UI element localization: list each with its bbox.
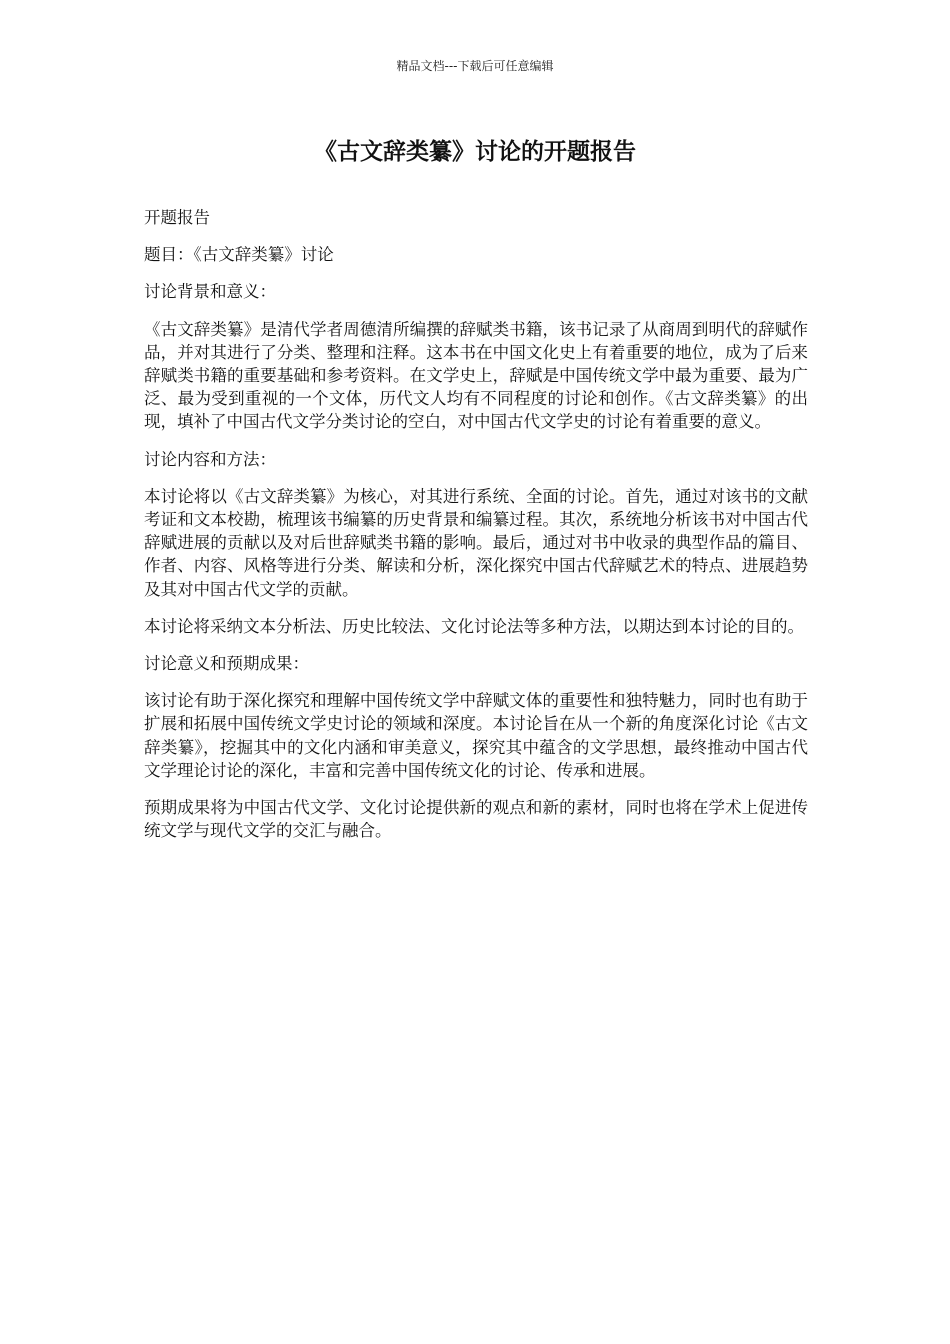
document-body bbox=[144, 206, 808, 856]
paragraph-expected-results: 预期成果将为中国古代文学、文化讨论提供新的观点和新的素材，同时也将在学术上促进传统文学与现代文学的交汇与融合。 bbox=[144, 798, 808, 841]
paragraph-background: 《古文辞类纂》是清代学者周德清所编撰的辞赋类书籍，该书记录了从商周到明代的辞赋作品，并对其进行了分类、整理和注释。这本书在中国文化史上有着重要的地位，成为了后来辞赋类书籍的重要基础和参考资料。在文学史上，辞赋是中国传统文学中最为重要、最为广泛、最为受到重视的一个文体，历代文人均有不同程度的讨论和创作。《古文辞类纂》的出现，填补了中国古代文学分类讨论的空白，对中国古代文学史的讨论有着重要的意义。 bbox=[144, 319, 808, 432]
section-label-report: 开题报告 bbox=[144, 208, 210, 227]
paragraph-content: 本讨论将以《古文辞类纂》为核心，对其进行系统、全面的讨论。首先，通过对该书的文献考证和文本校勘，梳理该书编纂的历史背景和编纂过程。其次，系统地分析该书对中国古代辞赋进展的贡献以及对后世辞赋类书籍的影响。最后，通过对书中收录的典型作品的篇目、作者、内容、风格等进行分类、解读和分析，深化探究中国古代辞赋艺术的特点、进展趋势及其对中国古代文学的贡献。 bbox=[144, 486, 808, 599]
paragraph-method: 本讨论将采纳文本分析法、历史比较法、文化讨论法等多种方法，以期达到本讨论的目的。 bbox=[144, 616, 804, 636]
section-heading-content-method: 讨论内容和方法： bbox=[144, 449, 276, 469]
paragraph-significance: 该讨论有助于深化探究和理解中国传统文学中辞赋文体的重要性和独特魅力，同时也有助于扩展和拓展中国传统文学史讨论的领域和深度。本讨论旨在从一个新的角度深化讨论《古文辞类纂》，挖掘其中的文化内涵和审美意义，探究其中蕴含的文学思想，最终推动中国古代文学理论讨论的深化，丰富和完善中国传统文化的讨论、传承和进展。 bbox=[144, 691, 808, 780]
topic-line: 题目：《古文辞类纂》讨论 bbox=[144, 245, 334, 265]
section-heading-significance: 讨论意义和预期成果： bbox=[144, 654, 309, 674]
header-note: 精品文档---下载后可任意编辑 bbox=[396, 59, 554, 73]
section-heading-background: 讨论背景和意义： bbox=[144, 282, 276, 302]
document-title: 《古文辞类纂》讨论的开题报告 bbox=[314, 139, 636, 165]
